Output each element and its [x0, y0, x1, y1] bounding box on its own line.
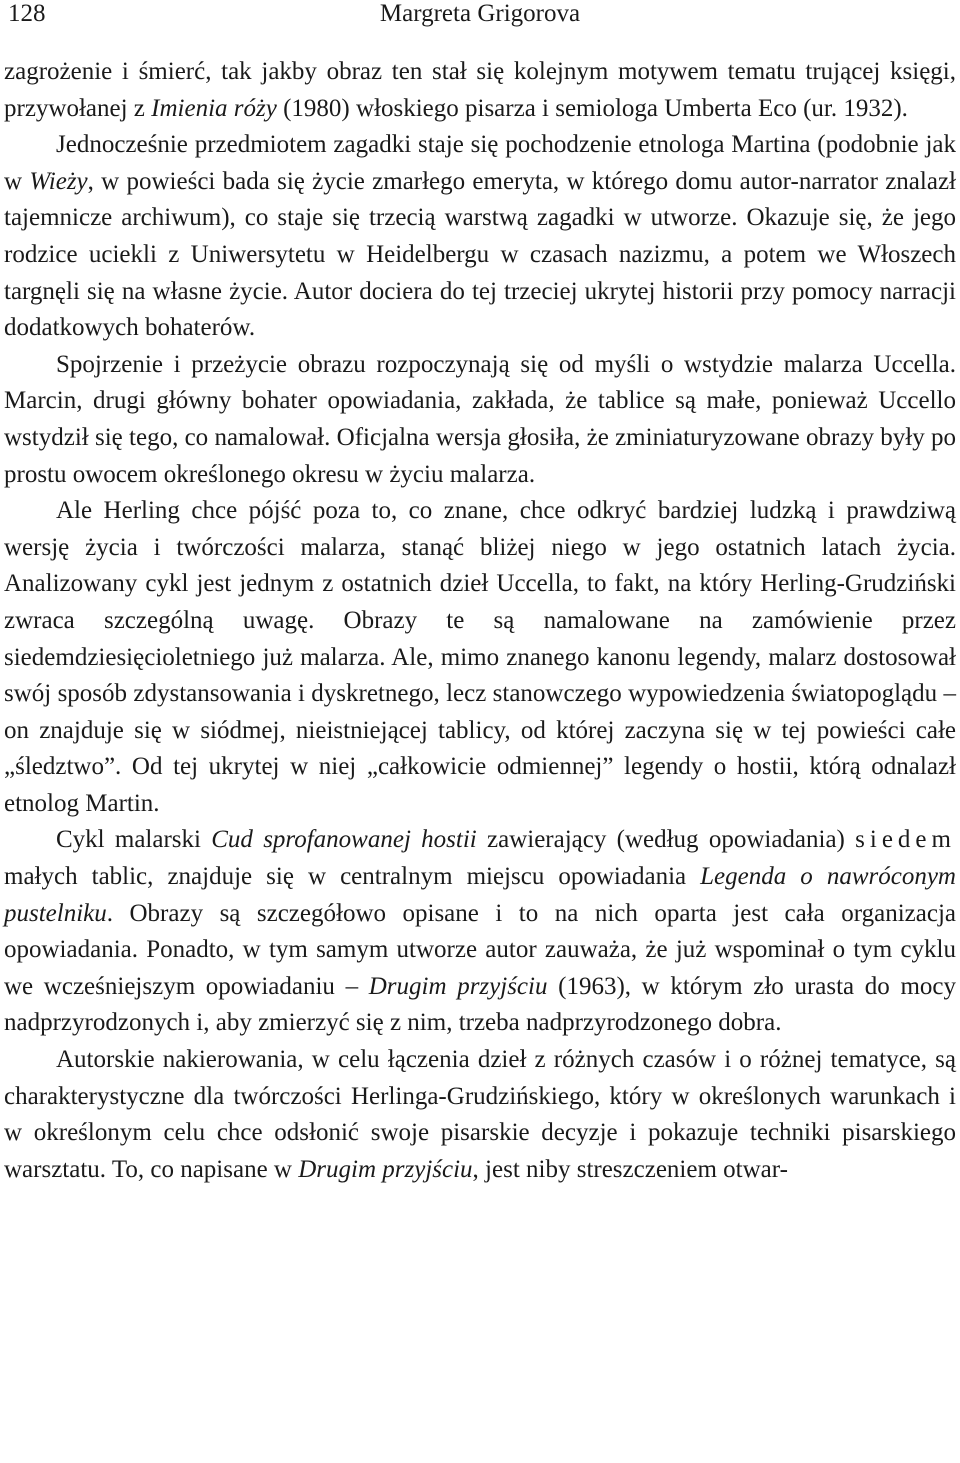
italic-title: Wieży: [29, 167, 88, 195]
page-number: 128: [8, 0, 46, 27]
paragraph-3: [4, 347, 956, 493]
text-run: . Obrazy są szczegółowo opisane i to na nich oparta jest cała organizacja opowiadania. Ponadto, w tym samym utworze autor zauważa, że już wspominał o tym cyklu we wcześniejszym opowiadaniu –: [4, 899, 956, 1000]
italic-title: Imienia róży: [151, 94, 277, 122]
italic-title: Drugim przyjściu: [368, 972, 548, 1000]
page-header: [4, 0, 956, 28]
text-run: małych tablic, znajduje się w centralnym miejscu opowiadania: [4, 863, 701, 891]
text-run: Spojrzenie i przeżycie obrazu rozpoczynają się od myśli o wstydzie malarza Uccella. Marcin, drugi główny bohater opowiadania, zakłada, że tablice są małe, ponieważ Uccello wstydził się tego, co namalował. Oficjalna wersja głosiła, że zminiaturyzowane obrazy były po prostu owocem określonego okresu w życiu malarza.: [4, 350, 956, 488]
text-run: Ale Herling chce pójść poza to, co znane, chce odkryć bardziej ludzką i prawdziwą wersję życia i twórczości malarza, stanąć bliżej niego w jego ostatnich latach życia. Analizowany cykl jest jednym z ostatnich dzieł Uccella, to fakt, na który Herling-Grudziński zwraca szczególną uwagę. Obrazy te są namalowane na zamówienie przez siedemdziesięcioletniego już malarza. Ale, mimo znanego kanonu legendy, malarz dostosował swój sposób zdystansowania i dyskretnego, lecz stanowczego wypowiedzenia światopoglądu – on znajduje się w siódmej, nieistniejącej tablicy, od której zaczyna się w tej powieści całe „śledztwo”. Od tej ukrytej w niej „całkowicie odmiennej” legendy o hostii, którą odnalazł etnolog Martin.: [4, 497, 956, 817]
text-run: (1963), w którym zło urasta do mocy nadprzyrodzonych i, aby zmierzyć się z nim, trzeba nadprzyrodzonego dobra.: [4, 972, 957, 1037]
text-run: Jednocześnie przedmiotem zagadki staje się pochodzenie etnologa Martina (podobnie jak w: [4, 131, 956, 195]
body-text: [4, 54, 956, 1188]
text-run: zawierający (według opowiadania): [476, 826, 856, 854]
paragraph-5: [4, 822, 956, 1042]
paragraph-6: [4, 1042, 956, 1188]
running-head: Margreta Grigorova: [379, 0, 581, 27]
text-run: , jest niby streszczeniem otwar-: [472, 1155, 788, 1183]
text-run: zagrożenie i śmierć, tak jakby obraz ten stał się kolejnym motywem tematu trującej księgi, przywołanej z: [4, 58, 956, 122]
italic-title: Cud sprofanowanej hostii: [211, 826, 477, 854]
text-run: Autorskie nakierowania, w celu łączenia dzieł z różnych czasów i o różnej tematyce, są charakterystyczne dla twórczości Herlinga-Grudzińskiego, który w określonych warunkach i w określonym celu chce odsłonić swoje pisarskie decyzje i pokazuje techniki pisarskiego warsztatu. To, co napisane w: [4, 1046, 956, 1183]
paragraph-1: [4, 54, 956, 127]
paragraph-2: [4, 127, 956, 347]
spaced-emphasis: siedem: [855, 826, 956, 854]
italic-title: Drugim przyjściu: [298, 1155, 473, 1183]
text-run: (1980) włoskiego pisarza i semiologa Umberta Eco (ur. 1932).: [276, 94, 908, 122]
paragraph-4: [4, 493, 956, 822]
text-run: Cykl malarski: [56, 826, 212, 854]
text-run: , w powieści bada się życie zmarłego emeryta, w którego domu autor-narrator znalazł tajemnicze archiwum), co staje się trzecią warstwą zagadki w utworze. Okazuje się, że jego rodzice uciekli z Uniwersytetu w Heidelbergu w czasach nazizmu, a potem we Włoszech targnęli się na własne życie. Autor dociera do tej trzeciej ukrytej historii przy pomocy narracji dodatkowych bohaterów.: [4, 167, 956, 342]
italic-title: Legenda o nawróconym pustelniku: [4, 863, 956, 927]
